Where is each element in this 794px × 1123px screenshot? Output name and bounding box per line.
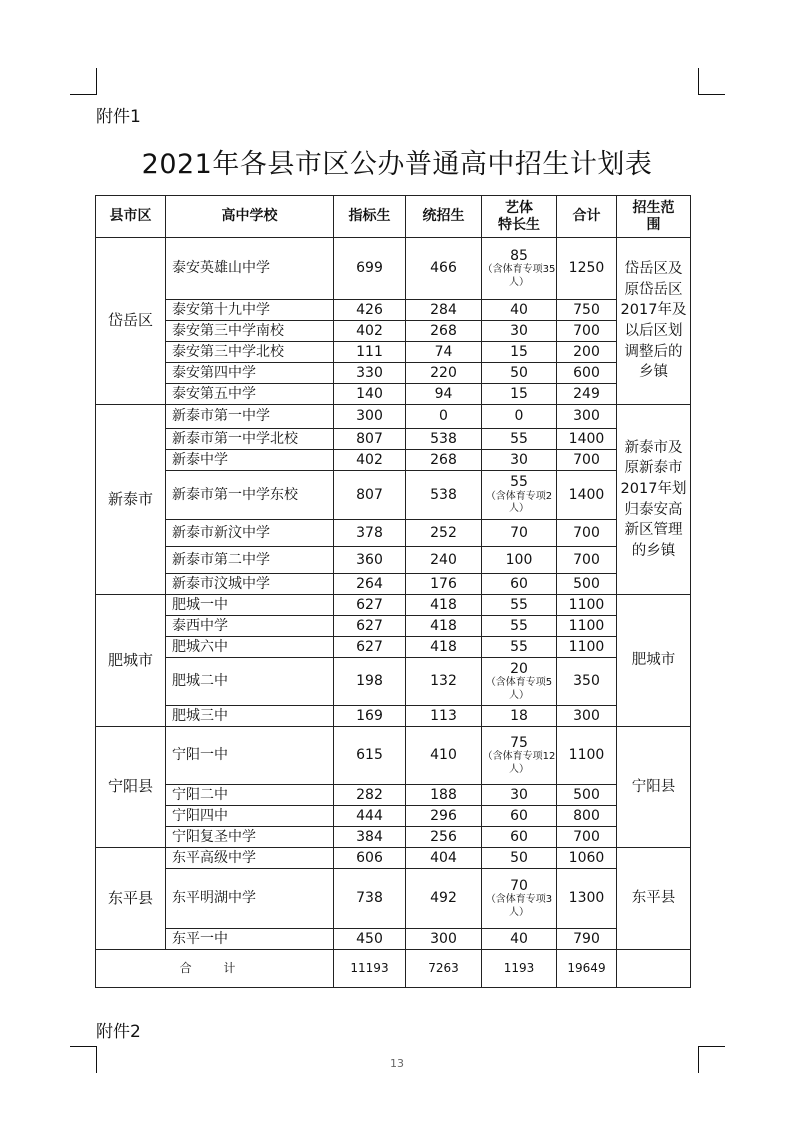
total-cell: 1300 — [557, 869, 617, 929]
special-cell — [482, 869, 557, 929]
special-value: 70 — [510, 877, 528, 894]
quota-cell: 807 — [334, 429, 406, 450]
total-cell: 700 — [557, 520, 617, 547]
quota-cell: 699 — [334, 238, 406, 300]
table-row — [96, 929, 691, 950]
quota-cell: 140 — [334, 384, 406, 405]
summary-total: 19649 — [557, 950, 617, 988]
total-cell: 700 — [557, 450, 617, 471]
unified-cell: 300 — [406, 929, 482, 950]
page-number: 13 — [390, 1057, 404, 1070]
school-cell: 新泰市新汶中学 — [166, 520, 334, 547]
table-row — [96, 300, 691, 321]
annex-1-label: 附件1 — [96, 107, 141, 127]
summary-unified: 7263 — [406, 950, 482, 988]
special-cell: 40 — [482, 929, 557, 950]
header-district: 县市区 — [96, 196, 166, 238]
total-cell: 200 — [557, 342, 617, 363]
special-note: （含体育专项2人） — [485, 490, 553, 515]
total-cell: 1400 — [557, 429, 617, 450]
table-row — [96, 363, 691, 384]
table-row — [96, 471, 691, 520]
range-cell: 宁阳县 — [617, 727, 691, 848]
table-row — [96, 384, 691, 405]
special-value: 75 — [510, 734, 528, 751]
table-row — [96, 658, 691, 706]
quota-cell: 264 — [334, 574, 406, 595]
table-row — [96, 706, 691, 727]
unified-cell: 188 — [406, 785, 482, 806]
total-cell: 350 — [557, 658, 617, 706]
unified-cell: 296 — [406, 806, 482, 827]
quota-cell: 300 — [334, 405, 406, 429]
header-row — [96, 196, 691, 238]
unified-cell: 418 — [406, 616, 482, 637]
table-row — [96, 637, 691, 658]
special-cell: 100 — [482, 547, 557, 574]
total-cell: 700 — [557, 547, 617, 574]
table-row — [96, 827, 691, 848]
quota-cell: 282 — [334, 785, 406, 806]
special-cell — [482, 727, 557, 785]
school-cell: 宁阳四中 — [166, 806, 334, 827]
page-title: 2021年各县市区公办普通高中招生计划表 — [141, 149, 653, 180]
special-cell: 0 — [482, 405, 557, 429]
special-cell: 30 — [482, 321, 557, 342]
quota-cell: 330 — [334, 363, 406, 384]
quota-cell: 426 — [334, 300, 406, 321]
unified-cell: 256 — [406, 827, 482, 848]
district-cell: 宁阳县 — [96, 727, 166, 848]
school-cell: 泰安第五中学 — [166, 384, 334, 405]
unified-cell: 492 — [406, 869, 482, 929]
total-cell: 700 — [557, 321, 617, 342]
quota-cell: 627 — [334, 637, 406, 658]
quota-cell: 360 — [334, 547, 406, 574]
header-school: 高中学校 — [166, 196, 334, 238]
special-cell: 30 — [482, 450, 557, 471]
quota-cell: 402 — [334, 450, 406, 471]
quota-cell: 606 — [334, 848, 406, 869]
table-row — [96, 806, 691, 827]
header-range-line1: 招生范 — [632, 200, 675, 217]
table-row — [96, 869, 691, 929]
total-cell: 1250 — [557, 238, 617, 300]
school-cell: 肥城一中 — [166, 595, 334, 616]
total-cell: 300 — [557, 405, 617, 429]
quota-cell: 615 — [334, 727, 406, 785]
table-row — [96, 727, 691, 785]
summary-special: 1193 — [482, 950, 557, 988]
crop-mark-top-left — [70, 68, 97, 95]
special-cell: 15 — [482, 384, 557, 405]
special-cell: 55 — [482, 616, 557, 637]
total-cell: 249 — [557, 384, 617, 405]
summary-row — [96, 950, 691, 988]
annex-2-label: 附件2 — [96, 1022, 141, 1042]
school-cell: 肥城三中 — [166, 706, 334, 727]
school-cell: 东平高级中学 — [166, 848, 334, 869]
total-cell: 300 — [557, 706, 617, 727]
special-cell — [482, 658, 557, 706]
quota-cell: 450 — [334, 929, 406, 950]
total-cell: 800 — [557, 806, 617, 827]
range-cell: 新泰市及原新泰市2017年划归泰安高新区管理的乡镇 — [617, 405, 691, 595]
school-cell: 新泰市第一中学北校 — [166, 429, 334, 450]
enrollment-plan-table — [95, 195, 691, 988]
total-cell: 1100 — [557, 727, 617, 785]
school-cell: 肥城二中 — [166, 658, 334, 706]
special-cell: 50 — [482, 363, 557, 384]
header-special-line2: 特长生 — [498, 216, 540, 233]
special-cell — [482, 471, 557, 520]
special-cell: 15 — [482, 342, 557, 363]
table-row — [96, 450, 691, 471]
table-row — [96, 238, 691, 300]
school-cell: 泰安第三中学南校 — [166, 321, 334, 342]
total-cell: 1060 — [557, 848, 617, 869]
unified-cell: 268 — [406, 450, 482, 471]
table-row — [96, 520, 691, 547]
school-cell: 泰安第十九中学 — [166, 300, 334, 321]
special-note: （含体育专项3人） — [485, 894, 553, 918]
summary-range-empty — [617, 950, 691, 988]
school-cell: 新泰市第一中学 — [166, 405, 334, 429]
summary-quota: 11193 — [334, 950, 406, 988]
school-cell: 新泰市第一中学东校 — [166, 471, 334, 520]
unified-cell: 418 — [406, 595, 482, 616]
special-cell: 40 — [482, 300, 557, 321]
table-row — [96, 547, 691, 574]
header-range-line2: 围 — [646, 216, 661, 233]
quota-cell: 111 — [334, 342, 406, 363]
table-row — [96, 405, 691, 429]
range-cell: 东平县 — [617, 848, 691, 950]
range-cell: 肥城市 — [617, 595, 691, 727]
table-row — [96, 574, 691, 595]
total-cell: 1100 — [557, 616, 617, 637]
table-row — [96, 848, 691, 869]
table-row — [96, 342, 691, 363]
district-cell: 岱岳区 — [96, 238, 166, 405]
unified-cell: 74 — [406, 342, 482, 363]
school-cell: 新泰中学 — [166, 450, 334, 471]
unified-cell: 418 — [406, 637, 482, 658]
special-value: 55 — [510, 474, 528, 491]
table-row — [96, 595, 691, 616]
total-cell: 750 — [557, 300, 617, 321]
special-cell: 60 — [482, 827, 557, 848]
total-cell: 790 — [557, 929, 617, 950]
unified-cell: 410 — [406, 727, 482, 785]
unified-cell: 0 — [406, 405, 482, 429]
total-cell: 1400 — [557, 471, 617, 520]
table-row — [96, 321, 691, 342]
unified-cell: 404 — [406, 848, 482, 869]
crop-mark-top-right — [698, 68, 725, 95]
header-unified: 统招生 — [406, 196, 482, 238]
header-special — [482, 196, 557, 238]
total-cell: 500 — [557, 574, 617, 595]
header-quota: 指标生 — [334, 196, 406, 238]
school-cell: 泰西中学 — [166, 616, 334, 637]
school-cell: 东平明湖中学 — [166, 869, 334, 929]
district-cell: 新泰市 — [96, 405, 166, 595]
special-value: 20 — [510, 660, 528, 677]
quota-cell: 627 — [334, 595, 406, 616]
quota-cell: 627 — [334, 616, 406, 637]
total-cell: 1100 — [557, 637, 617, 658]
special-value: 85 — [510, 247, 528, 264]
table-row — [96, 785, 691, 806]
quota-cell: 402 — [334, 321, 406, 342]
table-row — [96, 616, 691, 637]
school-cell: 泰安第三中学北校 — [166, 342, 334, 363]
total-cell: 1100 — [557, 595, 617, 616]
quota-cell: 169 — [334, 706, 406, 727]
table-row — [96, 429, 691, 450]
unified-cell: 220 — [406, 363, 482, 384]
unified-cell: 176 — [406, 574, 482, 595]
header-special-line1: 艺体 — [505, 200, 533, 217]
school-cell: 宁阳一中 — [166, 727, 334, 785]
unified-cell: 466 — [406, 238, 482, 300]
header-range — [617, 196, 691, 238]
special-note: （含体育专项12人） — [482, 751, 556, 775]
school-cell: 新泰市汶城中学 — [166, 574, 334, 595]
unified-cell: 538 — [406, 471, 482, 520]
quota-cell: 807 — [334, 471, 406, 520]
special-cell: 55 — [482, 595, 557, 616]
total-cell: 500 — [557, 785, 617, 806]
special-cell: 30 — [482, 785, 557, 806]
special-cell: 60 — [482, 574, 557, 595]
special-cell: 55 — [482, 637, 557, 658]
unified-cell: 538 — [406, 429, 482, 450]
school-cell: 宁阳二中 — [166, 785, 334, 806]
special-cell: 70 — [482, 520, 557, 547]
special-cell — [482, 238, 557, 300]
school-cell: 东平一中 — [166, 929, 334, 950]
range-cell: 岱岳区及原岱岳区2017年及以后区划调整后的乡镇 — [617, 238, 691, 405]
unified-cell: 94 — [406, 384, 482, 405]
unified-cell: 252 — [406, 520, 482, 547]
special-note: （含体育专项35人） — [482, 264, 556, 288]
district-cell: 肥城市 — [96, 595, 166, 727]
quota-cell: 378 — [334, 520, 406, 547]
district-cell: 东平县 — [96, 848, 166, 950]
unified-cell: 113 — [406, 706, 482, 727]
header-total: 合计 — [557, 196, 617, 238]
quota-cell: 738 — [334, 869, 406, 929]
unified-cell: 240 — [406, 547, 482, 574]
school-cell: 宁阳复圣中学 — [166, 827, 334, 848]
total-cell: 700 — [557, 827, 617, 848]
special-cell: 60 — [482, 806, 557, 827]
summary-label-cell — [96, 950, 334, 988]
quota-cell: 384 — [334, 827, 406, 848]
quota-cell: 444 — [334, 806, 406, 827]
school-cell: 泰安英雄山中学 — [166, 238, 334, 300]
special-cell: 50 — [482, 848, 557, 869]
quota-cell: 198 — [334, 658, 406, 706]
school-cell: 新泰市第二中学 — [166, 547, 334, 574]
school-cell: 泰安第四中学 — [166, 363, 334, 384]
unified-cell: 268 — [406, 321, 482, 342]
unified-cell: 284 — [406, 300, 482, 321]
special-cell: 55 — [482, 429, 557, 450]
summary-label: 合 计 — [179, 960, 250, 975]
total-cell: 600 — [557, 363, 617, 384]
school-cell: 肥城六中 — [166, 637, 334, 658]
special-cell: 18 — [482, 706, 557, 727]
unified-cell: 132 — [406, 658, 482, 706]
special-note: （含体育专项5人） — [485, 677, 553, 701]
